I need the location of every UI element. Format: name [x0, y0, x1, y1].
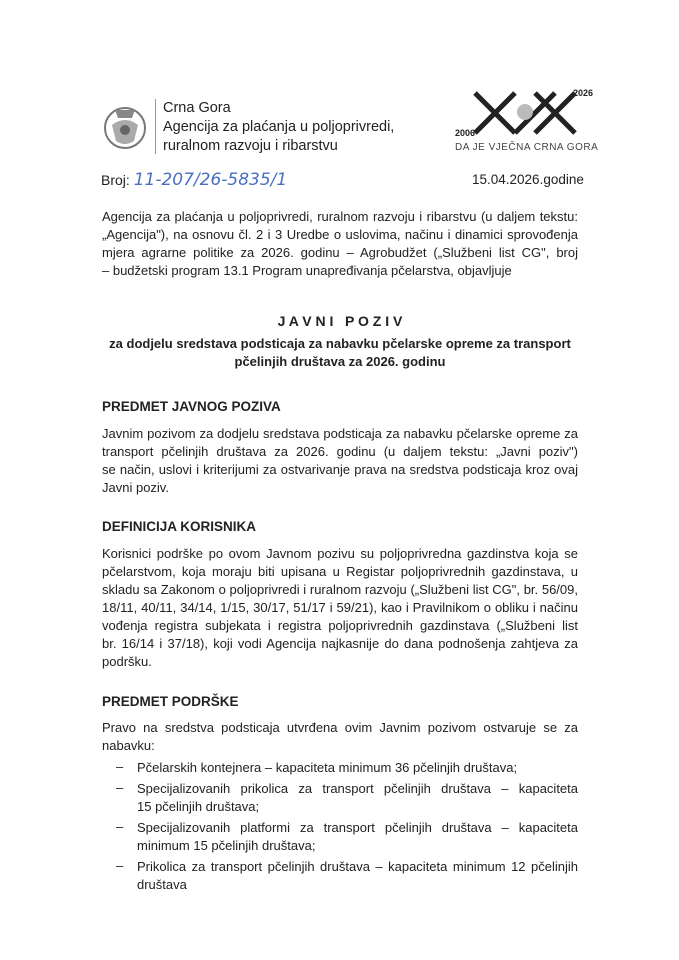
text-line: vođenja registra subjekata i registra poljoprivrednih gazdinstava („Službeni list [102, 618, 578, 633]
agency-name-line1: Agencija za plaćanja u poljoprivredi, [163, 119, 395, 135]
list-item-text: Prikolica za transport pčelinjih društava – kapaciteta minimum 12 pčelinjih [137, 859, 578, 874]
list-item-text: minimum 15 pčelinjih društava; [137, 838, 316, 853]
section-heading: DEFINICIJA KORISNIKA [102, 519, 257, 534]
text-line: Korisnici podrške po ovom Javnom pozivu su poljoprivredna gazdinstva koja se [102, 546, 578, 561]
country-name: Crna Gora [163, 100, 231, 116]
list-item-text: 15 pčelinjih društava; [137, 799, 260, 814]
logo-year-end: 2026 [573, 88, 594, 98]
list-item [102, 858, 578, 894]
text-line: „Agencija"), na osnovu čl. 2 i 3 Uredbe o uslovima, načinu i dinamici sprovođenja [102, 227, 578, 242]
dash-bullet-icon: – [116, 759, 124, 774]
text-line: Agencija za plaćanja u poljoprivredi, ruralnom razvoju i ribarstvu (u daljem tekstu: [102, 209, 578, 224]
text-line: podršku. [102, 654, 152, 669]
text-line: Javni poziv. [102, 480, 169, 495]
section-paragraph [102, 719, 578, 755]
dash-bullet-icon: – [116, 858, 124, 873]
header-divider [155, 99, 156, 154]
dash-bullet-icon: – [116, 780, 124, 795]
list-item [102, 819, 578, 855]
document-title: J A V N I P O Z I V [277, 313, 403, 329]
agency-name-line2: ruralnom razvoju i ribarstvu [163, 138, 338, 154]
text-line: nabavku: [102, 738, 155, 753]
text-line: skladu sa Zakonom o poljoprivredi i ruralnom razvoju („Službeni list CG", br. 56/09, [102, 582, 578, 597]
intro-paragraph [102, 208, 578, 280]
support-items-list [102, 759, 578, 897]
subtitle-line: pčelinjih društava za 2026. godinu [234, 354, 446, 369]
logo-motto: DA JE VJEČNA CRNA GORA [455, 142, 599, 153]
list-item-text: Pčelarskih kontejnera – kapaciteta minimum 36 pčelinjih društava; [137, 760, 518, 775]
list-item-text: društava [137, 877, 187, 892]
text-line: – budžetski program 13.1 Program unapređivanja pčelarstva, objavljuje [102, 263, 512, 278]
handwritten-number: 11-207/26-5835/1 [133, 170, 288, 190]
section-heading: PREDMET PODRŠKE [102, 694, 239, 709]
text-line: br. 16/14 i 37/18), koji vodi Agencija najkasnije do dana podnošenja zahtjeva za [102, 636, 578, 651]
number-label: Broj: [101, 172, 130, 188]
list-item-text: Specijalizovanih platformi za transport pčelinjih društava – kapaciteta [137, 820, 578, 835]
document-date: 15.04.2026.godine [472, 172, 584, 187]
document-subtitle [102, 335, 578, 371]
list-item [102, 780, 578, 816]
coat-of-arms-icon [100, 100, 150, 155]
text-line: pčelarstvom, koja moraju biti upisana u Registar poljoprivrednih gazdinstava, u [102, 564, 578, 579]
text-line: Pravo na sredstva podsticaja utvrđena ovim Javnim pozivom ostvaruje se za [102, 720, 578, 735]
logo-year-start: 2006 [455, 128, 476, 138]
section-heading: PREDMET JAVNOG POZIVA [102, 399, 281, 414]
text-line: se način, uslovi i kriterijumi za ostvarivanje prava na sredstva podsticaja kroz ovaj [102, 462, 578, 477]
section-paragraph [102, 545, 578, 671]
text-line: transport pčelinjih društava za 2026. godinu (u daljem tekstu: „Javni poziv") [102, 444, 578, 459]
text-line: 18/11, 40/11, 34/14, 1/15, 30/17, 51/17 i 59/21), kao i Pravilnikom o obliku i načinu [102, 600, 578, 615]
text-line: Javnim pozivom za dodjelu sredstava podsticaja za nabavku pčelarske opreme za [102, 426, 578, 441]
section-paragraph [102, 425, 578, 497]
list-item [102, 759, 578, 777]
dash-bullet-icon: – [116, 819, 124, 834]
subtitle-line: za dodjelu sredstava podsticaja za nabavku pčelarske opreme za transport [109, 336, 571, 351]
text-line: mjera agrarne politike za 2026. godinu – Agrobudžet („Službeni list CG", broj [102, 245, 578, 260]
anniversary-logo [455, 88, 599, 160]
list-item-text: Specijalizovanih prikolica za transport pčelinjih društava – kapaciteta [137, 781, 578, 796]
